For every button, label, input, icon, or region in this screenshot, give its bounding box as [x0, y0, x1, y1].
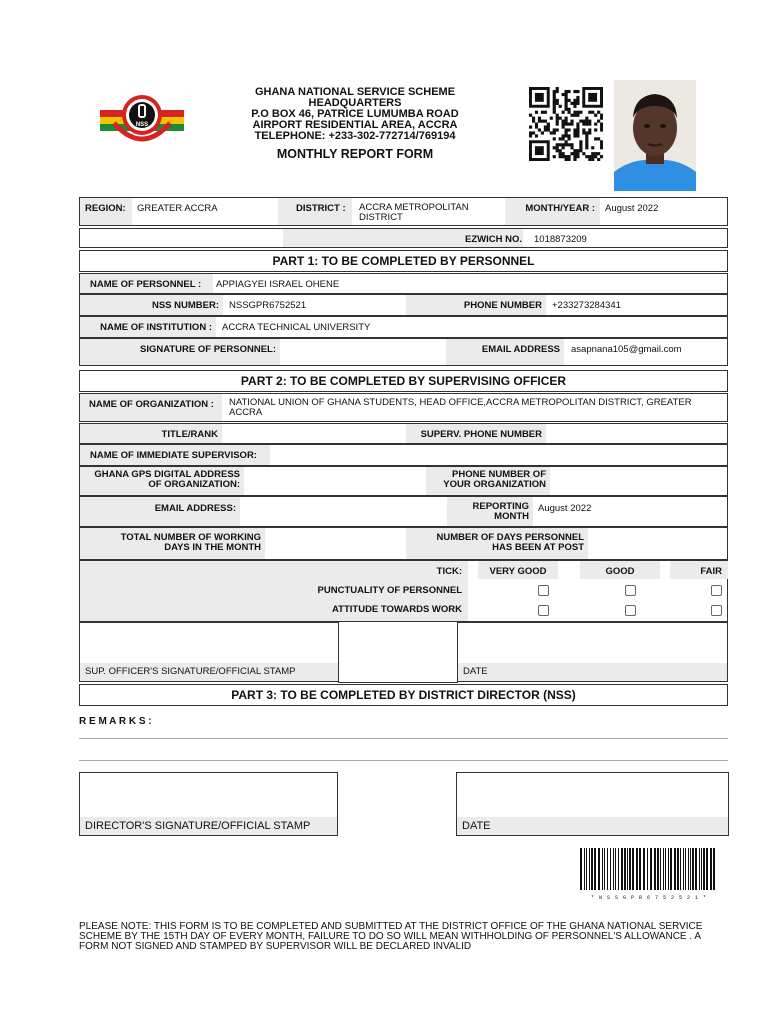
qr-code — [529, 87, 603, 161]
org-phone-label-line2: YOUR ORGANIZATION — [443, 479, 546, 490]
district-value: ACCRA METROPOLITAN DISTRICT — [359, 202, 469, 223]
gps-label-line2: OF ORGANIZATION: — [148, 479, 240, 490]
part1-title: PART 1: TO BE COMPLETED BY PERSONNEL — [79, 250, 728, 272]
email-address-value: asapnana105@gmail.com — [571, 344, 682, 355]
personnel-name-label: NAME OF PERSONNEL : — [80, 274, 213, 293]
header-line4: AIRPORT RESIDENTIAL AREA, ACCRA — [252, 119, 458, 131]
org-phone-label-line1: PHONE NUMBER OF — [452, 469, 546, 480]
punctuality-good-checkbox[interactable] — [625, 585, 636, 596]
gps-label — [80, 467, 244, 495]
institution-label: NAME OF INSTITUTION : — [80, 317, 216, 337]
header-line1: GHANA NATIONAL SERVICE SCHEME — [254, 86, 456, 98]
working-days-label — [80, 528, 265, 559]
gps-row — [79, 466, 728, 496]
attitude-very-good-checkbox[interactable] — [538, 605, 549, 616]
ezwich-row — [79, 228, 728, 248]
nss-number-row — [79, 294, 728, 316]
barcode-text: * N S S G P R 6 7 5 2 5 2 1 * — [590, 895, 707, 901]
punctuality-label: PUNCTUALITY OF PERSONNEL — [317, 585, 462, 596]
nss-number-value: NSSGPR6752521 — [229, 300, 307, 311]
remarks-line-1[interactable] — [79, 738, 728, 739]
institution-value: ACCRA TECHNICAL UNIVERSITY — [222, 322, 371, 333]
gps-label-line1: GHANA GPS DIGITAL ADDRESS — [94, 469, 240, 480]
director-signature-box[interactable] — [79, 772, 338, 836]
tick-label: TICK: — [436, 566, 462, 577]
title-rank-label: TITLE/RANK — [80, 424, 222, 443]
supervisor-phone-label: SUPERV. PHONE NUMBER — [406, 424, 546, 443]
personnel-name-value: APPIAGYEI ISRAEL OHENE — [216, 279, 340, 290]
reporting-month-value: August 2022 — [538, 503, 592, 514]
email-address-label: EMAIL ADDRESS — [446, 339, 564, 365]
signature-row — [79, 338, 728, 366]
district-label: DISTRICT : — [290, 198, 352, 225]
punctuality-fair-checkbox[interactable] — [711, 585, 722, 596]
part2-title: PART 2: TO BE COMPLETED BY SUPERVISING OFFICER — [79, 370, 728, 392]
days-at-post-line1: NUMBER OF DAYS PERSONNEL — [436, 532, 584, 543]
reporting-month-label — [447, 497, 533, 526]
attitude-good-checkbox[interactable] — [625, 605, 636, 616]
nss-logo — [100, 93, 184, 151]
month-label: MONTH/YEAR : — [525, 203, 595, 214]
reporting-label-line1: REPORTING — [472, 501, 529, 512]
very-good-header: VERY GOOD — [478, 561, 558, 579]
header-line3: P.O BOX 46, PATRICE LUMUMBA ROAD — [251, 108, 459, 120]
fair-header: FAIR — [670, 561, 728, 579]
organization-row — [79, 393, 728, 422]
part3-title: PART 3: TO BE COMPLETED BY DISTRICT DIRECTOR (NSS) — [79, 684, 728, 706]
svg-text:NSS: NSS — [135, 122, 149, 128]
director-date-box[interactable] — [456, 772, 729, 836]
personnel-photo — [614, 80, 696, 191]
supervisor-name-label: NAME OF IMMEDIATE SUPERVISOR: — [80, 445, 270, 465]
attitude-label: ATTITUDE TOWARDS WORK — [332, 604, 462, 615]
rating-block — [79, 560, 728, 622]
ezwich-value: 1018873209 — [534, 234, 587, 245]
director-date-label: DATE — [457, 817, 728, 835]
supervisor-stamp-box[interactable] — [338, 621, 458, 683]
reporting-label-line2: MONTH — [494, 511, 529, 522]
org-phone-label — [426, 467, 550, 495]
personnel-name-row — [79, 273, 728, 294]
phone-number-value: +233273284341 — [552, 300, 621, 311]
organization-label: NAME OF ORGANIZATION : — [80, 394, 222, 421]
remarks-label: R E M A R K S : — [79, 716, 152, 727]
days-row — [79, 527, 728, 560]
phone-number-label: PHONE NUMBER — [406, 295, 546, 315]
remarks-line-2[interactable] — [79, 760, 728, 761]
region-label: REGION: — [80, 198, 132, 225]
region-row — [79, 197, 728, 226]
good-header: GOOD — [580, 561, 660, 579]
header-line5: TELEPHONE: +233-302-772714/769194 — [254, 130, 456, 142]
barcode — [580, 848, 718, 901]
org-email-label: EMAIL ADDRESS: — [80, 497, 240, 526]
supervisor-date-label: DATE — [458, 663, 727, 681]
personnel-signature-label: SIGNATURE OF PERSONNEL: — [80, 339, 280, 365]
institution-row — [79, 316, 728, 338]
supervisor-signature-label: SUP. OFFICER'S SIGNATURE/OFFICIAL STAMP — [80, 663, 338, 681]
organization-value: NATIONAL UNION OF GHANA STUDENTS, HEAD OFFICE,ACCRA METROPOLITAN DISTRICT, GREATER ACCRA — [229, 397, 692, 418]
form-title: MONTHLY REPORT FORM — [276, 147, 434, 161]
working-days-line1: TOTAL NUMBER OF WORKING — [120, 532, 261, 543]
ezwich-label: EZWICH NO. — [465, 234, 522, 245]
supervisor-name-row — [79, 444, 728, 466]
supervisor-signature-block — [79, 622, 728, 682]
header-line2: HEADQUARTERS — [308, 97, 402, 109]
days-at-post-label — [406, 528, 588, 559]
days-at-post-line2: HAS BEEN AT POST — [492, 542, 584, 553]
header-address — [210, 87, 500, 142]
month-value: August 2022 — [605, 203, 659, 214]
attitude-fair-checkbox[interactable] — [711, 605, 722, 616]
title-rank-row — [79, 423, 728, 444]
footer-note: PLEASE NOTE: THIS FORM IS TO BE COMPLETED AND SUBMITTED AT THE DISTRICT OFFICE OF THE GHANA NATIONAL SERVICE SCHEME BY THE 15TH DAY OF EVERY MONTH, FAILURE TO DO SO WILL MEAN WITHHOLDING OF PERSONNEL'S ALLOWANCE . A FORM NOT SIGNED AND STAMPED BY SUPERVISOR WILL BE DECLARED INVALID — [79, 921, 703, 952]
working-days-line2: DAYS IN THE MONTH — [164, 542, 261, 553]
director-signature-label: DIRECTOR'S SIGNATURE/OFFICIAL STAMP — [80, 817, 337, 835]
region-value: GREATER ACCRA — [137, 203, 218, 214]
email-reporting-row — [79, 496, 728, 527]
nss-number-label: NSS NUMBER: — [80, 295, 223, 315]
punctuality-very-good-checkbox[interactable] — [538, 585, 549, 596]
